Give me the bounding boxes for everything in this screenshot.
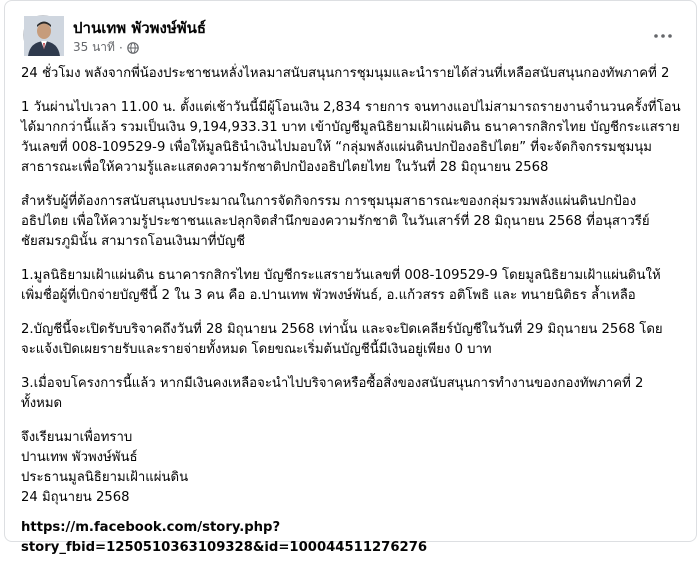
more-options-icon [654, 34, 672, 38]
post-header [19, 15, 682, 57]
author-avatar[interactable] [23, 15, 63, 55]
post-body [21, 64, 681, 572]
post-paragraph-headline: 24 ชั่วโมง พลังจากพี่น้องประชาชนหลั่งไหลมาสนับสนุนการชุมนุมและนำรายได้ส่วนที่เหลือสนับสนุนกองทัพภาคที่ 2 [21, 66, 670, 81]
signature-line: ประธานมูลนิธิยามเฝ้าแผ่นดิน [21, 470, 189, 485]
story-link[interactable]: https://m.facebook.com/story.php?story_fbid=1250510363109328&id=100044511276276 [21, 520, 428, 555]
post-signature [21, 428, 681, 508]
author-name[interactable]: ปานเทพ พัวพงษ์พันธ์ [73, 19, 207, 37]
post-meta [73, 38, 139, 57]
post-card [4, 0, 697, 555]
more-options-button[interactable] [648, 21, 678, 51]
signature-line: จึงเรียนมาเพื่อทราบ [21, 430, 133, 445]
author-photo-icon [24, 16, 64, 56]
post-time[interactable]: 35 นาที [73, 40, 115, 54]
post-paragraph-item-3: 3.เมื่อจบโครงการนี้แล้ว หากมีเงินคงเหลือจะนำไปบริจาคหรือซื้อสิ่งของสนับสนุนการทำงานของกองทัพภาคที่ 2 ทั้งหมด [21, 376, 644, 411]
post-paragraph-donation-info: สำหรับผู้ที่ต้องการสนับสนุนงบประมาณในการจัดกิจกรรม การชุมนุมสาธารณะของกลุ่มรวมพลังแผ่นดินปกป้องอธิปไตย เพื่อให้ความรู้ประชาชนและปลุกจิตสำนึกของความรักชาติ ในวันเสาร์ที่ 28 มิถุนายน 2568 ที่อนุสาวรีย์ชัยสมรภูมินั้น สามารถโอนเงินมาที่บัญชี [21, 194, 650, 249]
globe-icon [127, 42, 139, 54]
post-paragraph-item-1: 1.มูลนิธิยามเฝ้าแผ่นดิน ธนาคารกสิกรไทย บัญชีกระแสรายวันเลขที่ 008-109529-9 โดยมูลนิธิยามเฝ้าแผ่นดินให้เพิ่มชื่อผู้ที่เบิกจ่ายบัญชีนี้ 2 ใน 3 คน คือ อ.ปานเทพ พัวพงษ์พันธ์, อ.แก้วสรร อติโพธิ และ ทนายนิติธร ล้ำเหลือ [21, 268, 661, 303]
post-paragraph-summary: 1 วันผ่านไปเวลา 11.00 น. ตั้งแต่เช้าวันนี้มีผู้โอนเงิน 2,834 รายการ จนทางแอปไม่สามารถรายงานจำนวนครั้งที่โอนได้มากกว่านี้แล้ว รวมเป็นเงิน 9,194,933.31 บาท เข้าบัญชีมูลนิธิยามเฝ้าแผ่นดิน ธนาคารกสิกรไทย บัญชีกระแสรายวันเลขที่ 008-109529-9 เพื่อให้มูลนิธินำเงินไปมอบให้ “กลุ่มพลังแผ่นดินปกป้องอธิปไตย” ที่จะจัดกิจกรรมชุมนุมสาธารณะเพื่อให้ความรู้และแสดงความรักชาติปกป้องอธิปไตยไทย ในวันที่ 28 มิถุนายน 2568 [21, 100, 681, 175]
post-paragraph-item-2: 2.บัญชีนี้จะเปิดรับบริจาคถึงวันที่ 28 มิถุนายน 2568 เท่านั้น และจะปิดเคลียร์บัญชีในวันที่ 29 มิถุนายน 2568 โดยจะแจ้งเปิดเผยรายรับและรายจ่ายทั้งหมด โดยขณะเริ่มต้นบัญชีนี้มีเงินอยู่เพียง 0 บาท [21, 322, 663, 357]
signature-line: ปานเทพ พัวพงษ์พันธ์ [21, 450, 138, 465]
meta-separator: · [118, 40, 123, 55]
signature-line: 24 มิถุนายน 2568 [21, 490, 130, 505]
